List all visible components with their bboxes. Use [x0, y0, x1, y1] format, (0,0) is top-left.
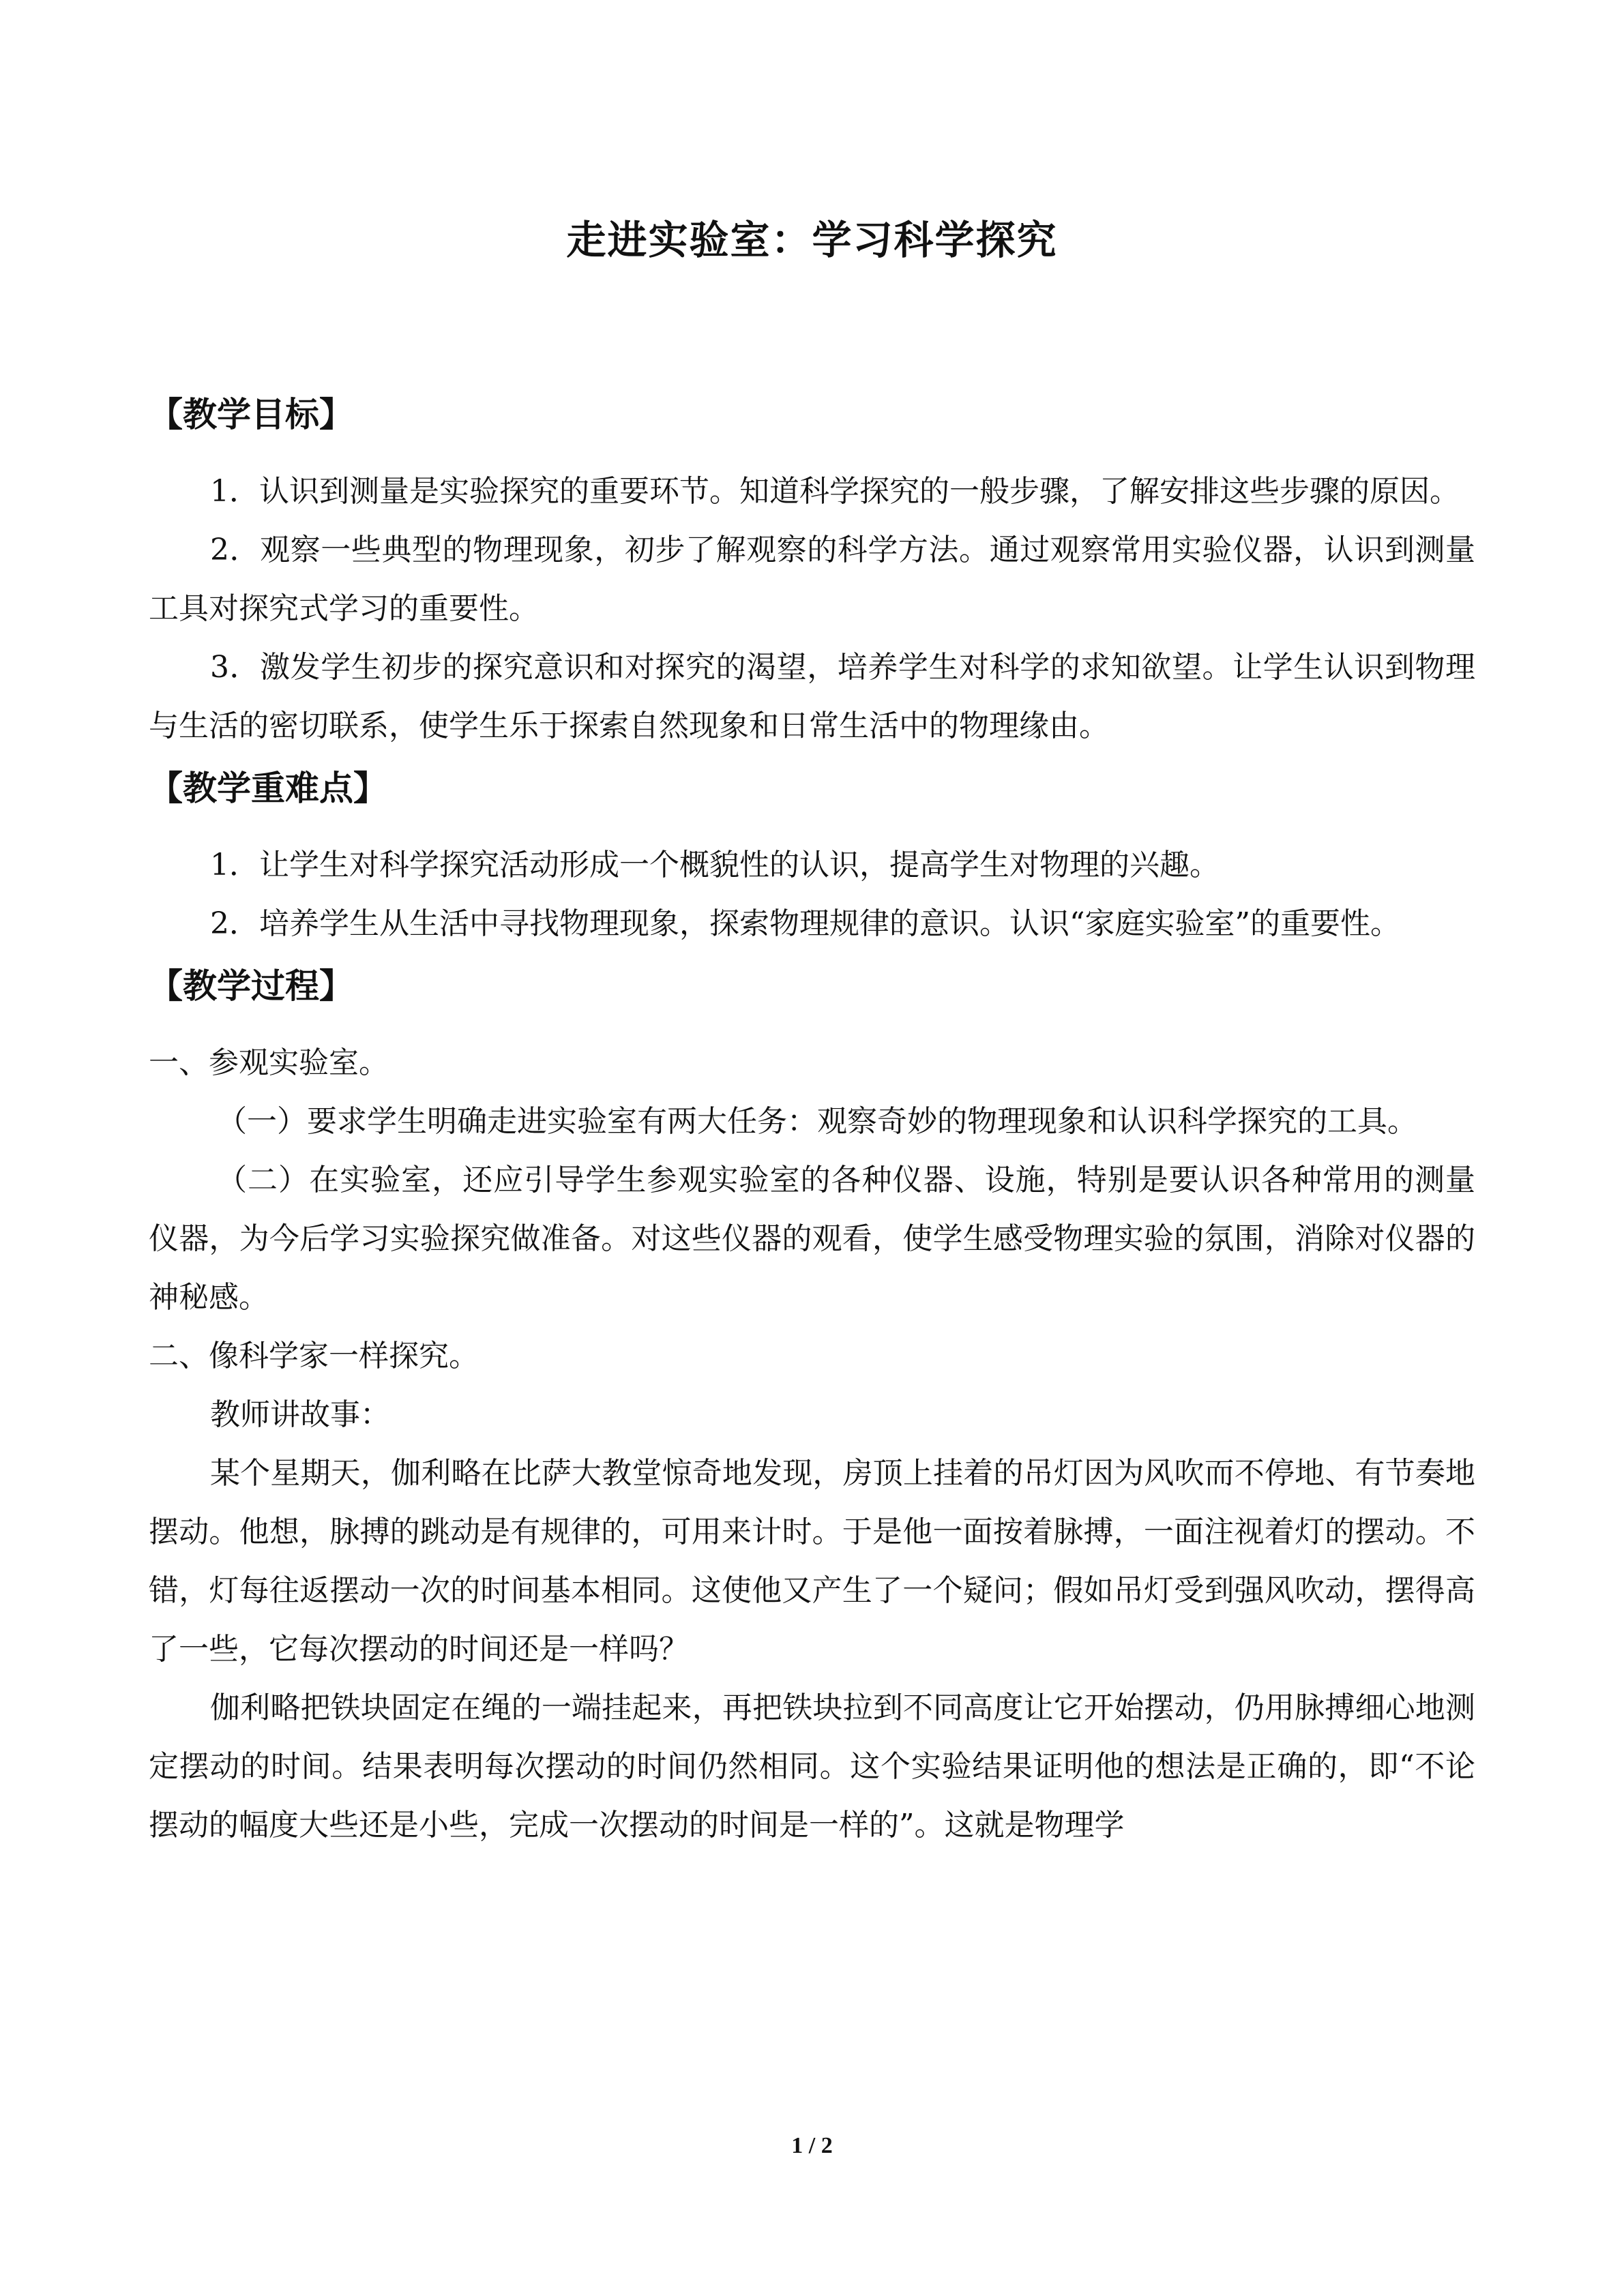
- objective-paragraph-2: 2．观察一些典型的物理现象，初步了解观察的科学方法。通过观察常用实验仪器，认识到测量工具对探究式学习的重要性。: [149, 533, 1475, 626]
- process-paragraph-story-1: 某个星期天，伽利略在比萨大教堂惊奇地发现，房顶上挂着的吊灯因为风吹而不停地、有节奏地摆动。他想，脉搏的跳动是有规律的，可用来计时。于是他一面按着脉搏，一面注视着灯的摆动。不错，灯每往返摆动一次的时间基本相同。这使他又产生了一个疑问；假如吊灯受到强风吹动，摆得高了一些，它每次摆动的时间还是一样吗？: [149, 1456, 1475, 1667]
- process-paragraph-story-2: 伽利略把铁块固定在绳的一端挂起来，再把铁块拉到不同高度让它开始摆动，仍用脉搏细心地测定摆动的时间。结果表明每次摆动的时间仍然相同。这个实验结果证明他的想法是正确的，即“不论摆动的幅度大些还是小些，完成一次摆动的时间是一样的”。这就是物理学: [149, 1690, 1475, 1843]
- key-point-paragraph-2: 2．培养学生从生活中寻找物理现象，探索物理规律的意识。认识“家庭实验室”的重要性。: [210, 906, 1400, 941]
- document-body: [149, 382, 1475, 1855]
- objective-paragraph-3: 3．激发学生初步的探究意识和对探究的渴望，培养学生对科学的求知欲望。让学生认识到物理与生活的密切联系，使学生乐于探索自然现象和日常生活中的物理缘由。: [149, 650, 1475, 743]
- objective-paragraph-1: 1．认识到测量是实验探究的重要环节。知道科学探究的一般步骤，了解安排这些步骤的原因。: [210, 474, 1460, 509]
- document-title: 走进实验室：学习科学探究: [566, 217, 1058, 263]
- process-step-2-heading: 二、像科学家一样探究。: [149, 1339, 479, 1373]
- key-point-paragraph-1: 1．让学生对科学探究活动形成一个概貌性的认识，提高学生对物理的兴趣。: [210, 848, 1220, 882]
- process-paragraph-task: （一）要求学生明确走进实验室有两大任务：观察奇妙的物理现象和认识科学探究的工具。: [217, 1104, 1417, 1139]
- process-paragraph-lab-tour: （二）在实验室，还应引导学生参观实验室的各种仪器、设施，特别是要认识各种常用的测量仪器，为今后学习实验探究做准备。对这些仪器的观看，使学生感受物理实验的氛围，消除对仪器的神秘感。: [149, 1163, 1475, 1315]
- section-heading-key-points: 【教学重难点】: [149, 769, 387, 808]
- process-step-1-heading: 一、参观实验室。: [149, 1045, 389, 1080]
- process-paragraph-story-intro: 教师讲故事：: [210, 1397, 390, 1432]
- page-number: 1 / 2: [791, 2133, 833, 2158]
- section-heading-objectives: 【教学目标】: [149, 395, 353, 434]
- section-heading-process: 【教学过程】: [149, 966, 353, 1006]
